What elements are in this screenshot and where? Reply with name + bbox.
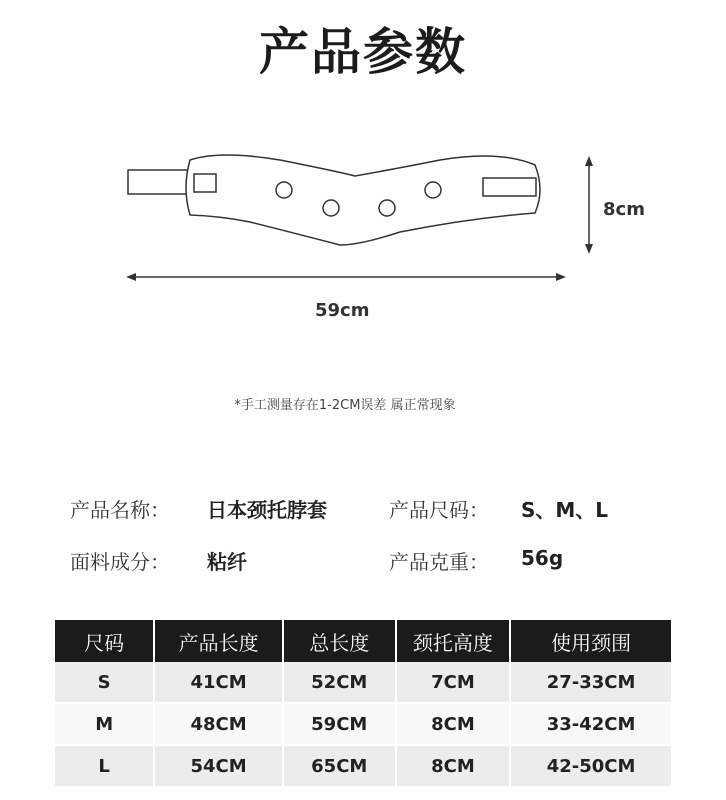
collar-body — [186, 155, 540, 245]
table-cell: 8CM — [397, 704, 512, 746]
spec-name-value: 日本颈托脖套 — [207, 498, 327, 522]
left-slot — [194, 174, 216, 192]
table-cell: 27-33CM — [511, 662, 671, 704]
spec-material-label: 面料成分： — [70, 550, 170, 574]
header-collar-height: 颈托高度 — [397, 620, 512, 662]
page-title: 产品参数 — [259, 23, 467, 81]
spec-name-value-wrap — [207, 494, 327, 523]
table-cell: S — [55, 662, 155, 704]
table-cell: 8CM — [397, 746, 512, 788]
spec-weight-value-wrap — [521, 546, 563, 570]
table-cell: 54CM — [155, 746, 284, 788]
header-total-length: 总长度 — [284, 620, 397, 662]
table-cell: 65CM — [284, 746, 397, 788]
spec-material-value-wrap — [207, 546, 247, 575]
spec-weight-value: 56g — [521, 546, 564, 570]
table-cell: 59CM — [284, 704, 397, 746]
spec-material-value: 粘纤 — [207, 550, 247, 574]
header-product-length: 产品长度 — [155, 620, 284, 662]
width-arrow — [126, 273, 566, 281]
vent-hole — [276, 182, 292, 198]
spec-material — [70, 546, 170, 575]
spec-size — [389, 494, 489, 523]
spec-name — [70, 494, 170, 523]
height-label: 8cm — [603, 199, 645, 220]
table-cell: 42-50CM — [511, 746, 671, 788]
table-header-row — [55, 620, 671, 662]
spec-size-value-wrap — [521, 494, 608, 523]
table-row — [55, 662, 671, 704]
vent-hole — [379, 200, 395, 216]
height-arrow — [585, 156, 593, 254]
spec-weight — [389, 546, 489, 575]
width-label: 59cm — [315, 300, 370, 321]
right-slot — [483, 178, 536, 196]
table-cell: L — [55, 746, 155, 788]
header-size: 尺码 — [55, 620, 155, 662]
spec-size-label: 产品尺码： — [389, 498, 489, 522]
vent-hole — [425, 182, 441, 198]
table-row — [55, 704, 671, 746]
vent-hole — [323, 200, 339, 216]
table-cell: 48CM — [155, 704, 284, 746]
table-row — [55, 746, 671, 788]
table-cell: 41CM — [155, 662, 284, 704]
spec-size-value: S、M、L — [521, 498, 609, 522]
header-neck-circumference: 使用颈围 — [511, 620, 671, 662]
table-cell: 52CM — [284, 662, 397, 704]
table-cell: 33-42CM — [511, 704, 671, 746]
strap — [128, 170, 190, 194]
table-cell: 7CM — [397, 662, 512, 704]
spec-weight-label: 产品克重： — [389, 550, 489, 574]
size-table — [55, 620, 671, 788]
table-cell: M — [55, 704, 155, 746]
spec-name-label: 产品名称： — [70, 498, 170, 522]
measurement-note: *手工测量存在1-2CM误差 属正常现象 — [234, 398, 456, 413]
